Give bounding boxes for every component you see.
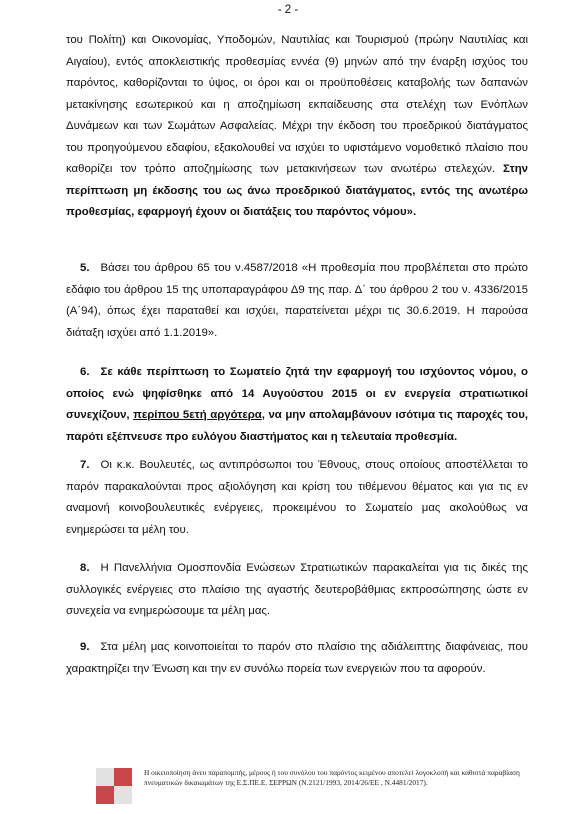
paragraph-number: 5. [80, 262, 90, 274]
paragraph-text-end: , να μην απολαμβάνουν ισότιμα τις παροχές του, παρότι εξέπνευσε προ ευλόγου διαστήματος και η τελευταία προθεσμία. [66, 409, 528, 443]
paragraph-9 [66, 637, 528, 680]
paragraph-continuation [66, 30, 528, 224]
paragraph-number: 6. [80, 366, 90, 378]
paragraph-7 [66, 455, 528, 541]
paragraph-bold-text: Στην περίπτωση μη έκδοσης του ως άνω προεδρικού διατάγματος, εντός της ανωτέρω προθεσμίας, εφαρμογή έχουν οι διατάξεις του παρόντος νόμου [66, 163, 528, 218]
paragraph-text: Σε κάθε περίπτωση το Σωματείο ζητά την εφαρμογή του ισχύοντος νόμου, ο οποίος ενώ ψηφίσθηκε από 14 Αυγούστου 2015 οι εν ενεργεία στρατιωτικοί συνεχίζουν, [66, 366, 528, 421]
paragraph-number: 9. [80, 641, 90, 653]
paragraph-8 [66, 558, 528, 623]
paragraph-text: Οι κ.κ. Βουλευτές, ως αντιπρόσωποι του Έθνους, στους οποίους αποστέλλεται το παρόν παρακαλούνται προς αξιολόγηση και κρίση του τιθέμενου θέματος και για τις εν αναμονή κοινοβουλευτικές ενέργειες, προκειμένου το Σωματείο μας ακολούθως να ενημερώσει τα μέλη του. [66, 459, 528, 536]
paragraph-closing: ». [406, 206, 417, 218]
paragraph-underlined-text: περίπου 5ετή αργότερα [133, 409, 262, 421]
paragraph-text: Η Πανελλήνια Ομοσπονδία Ενώσεων Στρατιωτικών παρακαλείται για τις δικές της συλλογικές ενέργειες στο πλαίσιο της αγαστής δευτεροβάθμιας εκπροσώπησης ώστε εν συνεχεία να ενημερώσουμε τα μέλη μας. [66, 562, 528, 617]
logo-icon [96, 768, 132, 804]
paragraph-text: Στα μέλη μας κοινοποιείται το παρόν στο πλαίσιο της αδιάλειπτης διαφάνειας, που χαρακτηρίζει την Ένωση και την εν συνόλω πορεία των ενεργειών που τα αφορούν. [66, 641, 528, 675]
paragraph-number: 7. [80, 459, 90, 471]
paragraph-number: 8. [80, 562, 90, 574]
footer-notice: Η οικειοποίηση άνευ παραπομπής, μέρους ή του συνόλου του παρόντος κειμένου αποτελεί λογοκλοπή και καθιστά παραβίαση πνευματικών δικαιωμάτων της Ε.Σ.ΠΕ.Ε. ΣΕΡΡΩΝ (Ν.2121/1993, 2014/26/ΕΕ , Ν.4481/2017). [144, 768, 520, 787]
page-number: - 2 - [277, 4, 299, 16]
paragraph-6 [66, 362, 528, 448]
paragraph-text: Βάσει του άρθρου 65 του ν.4587/2018 «Η προθεσμία που προβλέπεται στο πρώτο εδάφιο του άρθρου 15 της υποπαραγράφου Δ9 της παρ. Δ΄ του άρθρου 2 του ν. 4336/2015 (Α΄94), όπως έχει παραταθεί και ισχύει, παρατείνεται μέχρι τις 30.6.2019. Η παρούσα διάταξη ισχύει από 1.1.2019». [66, 262, 528, 339]
paragraph-5 [66, 258, 528, 344]
paragraph-text: του Πολίτη) και Οικονομίας, Υποδομών, Ναυτιλίας και Τουρισμού (πρώην Ναυτιλίας και Αιγαίου), εντός αποκλειστικής προθεσμίας εννέα (9) μηνών από την έναρξη ισχύος του παρόντος, καθορίζονται το ύψος, οι όροι και οι προϋποθέσεις καταβολής των δαπανών μετακίνησης εσωτερικού και η αποζημίωση εκπαίδευσης στα στελέχη των Ενόπλων Δυνάμεων και των Σωμάτων Ασφαλείας. Μέχρι την έκδοση του προεδρικού διατάγματος του προηγούμενου εδαφίου, εξακολουθεί να ισχύει το υφιστάμενο νομοθετικό πλαίσιο που καθορίζει τον τρόπο αποζημίωσης των μετακινήσεων των ανωτέρω στελεχών. [66, 34, 528, 175]
footer [96, 768, 546, 804]
